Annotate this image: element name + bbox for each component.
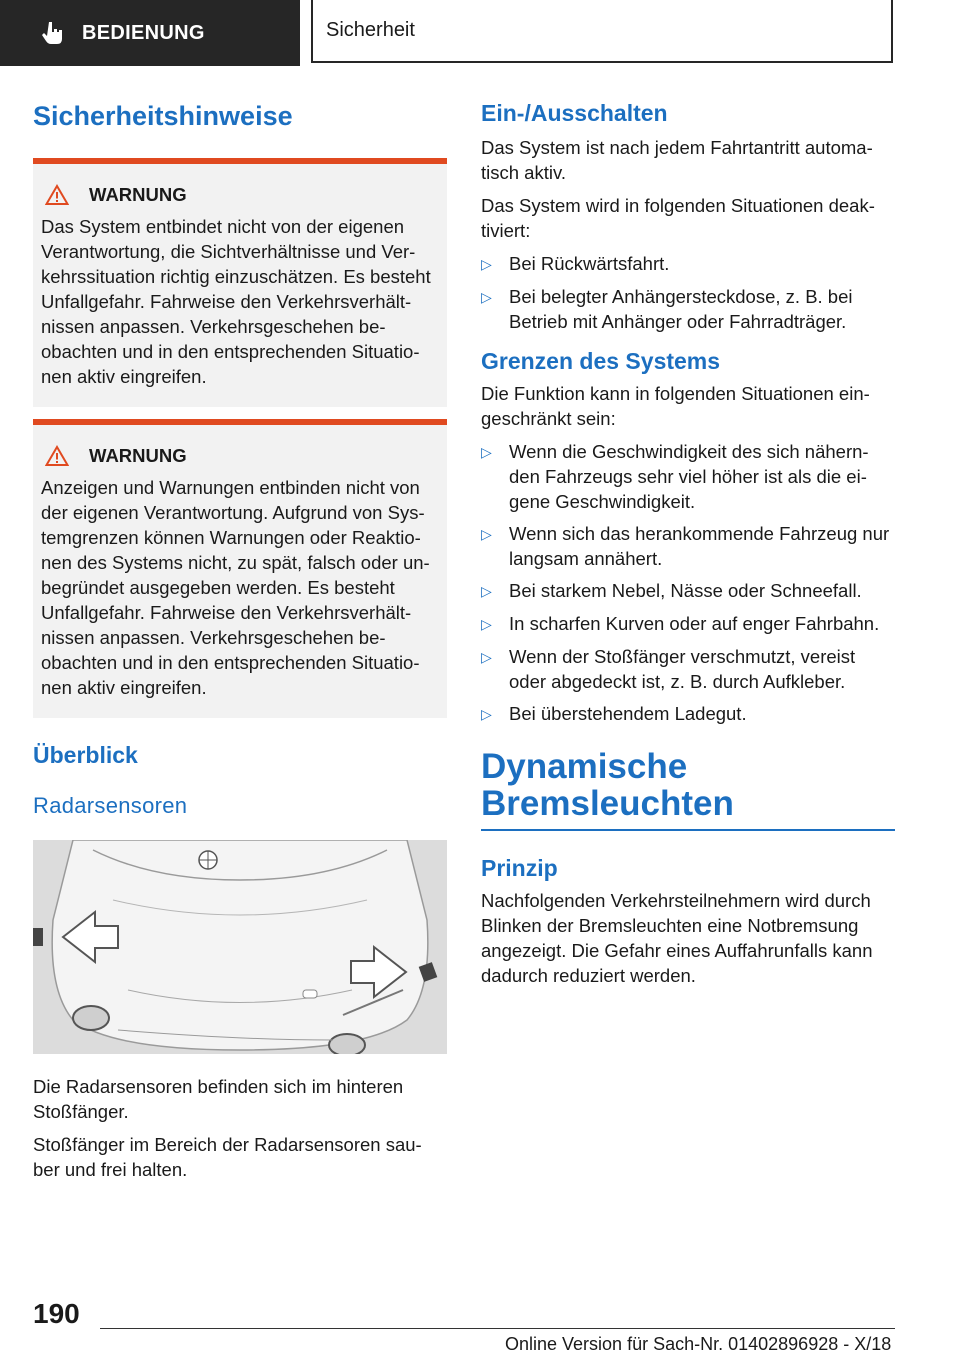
limits-heading: Grenzen des Systems <box>481 348 721 374</box>
dynamic-heading-block <box>481 749 895 831</box>
onoff-heading: Ein-/Ausschalten <box>481 100 668 126</box>
list-item: ▷ Wenn der Stoßfänger verschmutzt, vereist oder abgedeckt ist, z. B. durch Aufkleber. <box>481 646 856 692</box>
onoff-paragraph-1: Das System ist nach jedem Fahrtantritt automa-tisch aktiv. <box>481 137 873 183</box>
triangle-bullet-icon: ▷ <box>481 649 492 665</box>
warning-triangle-icon <box>45 445 69 467</box>
radar-text-block <box>33 1074 447 1182</box>
principle-heading: Prinzip <box>481 854 558 881</box>
list-item: ▷ Bei starkem Nebel, Nässe oder Schneefall. <box>481 578 895 604</box>
radar-heading: Radarsensoren <box>33 793 188 819</box>
triangle-bullet-icon: ▷ <box>481 444 492 460</box>
section-label: BEDIENUNG <box>82 21 205 44</box>
triangle-bullet-icon: ▷ <box>481 256 492 272</box>
warning-box-1 <box>33 158 447 407</box>
triangle-bullet-icon: ▷ <box>481 616 492 632</box>
footer-version: Online Version für Sach-Nr. 01402896928 - X/18 <box>505 1334 892 1354</box>
right-column <box>481 100 895 988</box>
radar-paragraph-2: Stoßfänger im Bereich der Radarsensoren sau-ber und frei halten. <box>33 1134 422 1180</box>
triangle-bullet-icon: ▷ <box>481 583 492 599</box>
list-item: ▷ Wenn die Geschwindigkeit des sich nähern-den Fahrzeugs sehr viel höher ist als die ei-gene Geschwindigkeit. <box>481 441 869 512</box>
hand-pointer-icon <box>40 20 66 46</box>
dynamic-heading-line-1: Dynamische <box>481 747 688 786</box>
warning-title: WARNUNG <box>45 445 439 467</box>
chapter-title <box>311 0 893 63</box>
warning-text: Das System entbindet nicht von der eigenen Verantwortung, die Sichtverhältnisse und Ver-kehrssituation richtig einzuschätzen. Es besteht Unfallgefahr. Fahrweise den Verkehrsverhält-nissen anpassen. Verkehrsgeschehen be-obachten und in den entsprechenden Situatio-nen aktiv eingreifen. <box>41 216 431 388</box>
car-rear-radar-illustration <box>33 840 447 1054</box>
warning-triangle-icon <box>45 184 69 206</box>
overview-heading: Überblick <box>33 742 138 769</box>
principle-paragraph: Nachfolgenden Verkehrsteilnehmern wird durch Blinken der Bremsleuchten eine Notbremsung angezeigt. Die Gefahr eines Auffahrunfalls kann dadurch reduziert werden. <box>481 889 873 986</box>
list-item: ▷ Bei überstehendem Ladegut. <box>481 701 895 727</box>
limits-paragraph: Die Funktion kann in folgenden Situationen ein-geschränkt sein: <box>481 383 870 429</box>
page-number: 190 <box>33 1298 80 1329</box>
triangle-bullet-icon: ▷ <box>481 706 492 722</box>
radar-paragraph-1: Die Radarsensoren befinden sich im hinteren Stoßfänger. <box>33 1076 404 1122</box>
onoff-list <box>481 251 895 334</box>
left-column <box>33 100 447 819</box>
list-item: ▷ Bei Rückwärtsfahrt. <box>481 251 895 277</box>
list-item: ▷ In scharfen Kurven oder auf enger Fahrbahn. <box>481 611 895 637</box>
safety-heading: Sicherheitshinweise <box>33 101 293 131</box>
list-item: ▷ Wenn sich das herankommende Fahrzeug nur langsam annähert. <box>481 523 890 569</box>
chapter-label: Sicherheit <box>326 19 415 41</box>
header-section-tab <box>0 0 300 66</box>
triangle-bullet-icon: ▷ <box>481 289 492 305</box>
onoff-paragraph-2: Das System wird in folgenden Situationen deak-tiviert: <box>481 195 875 241</box>
warning-title: WARNUNG <box>45 184 439 206</box>
warning-box-2 <box>33 419 447 718</box>
limits-list <box>481 439 895 727</box>
dynamic-heading-line-2: Bremsleuchten <box>481 783 734 823</box>
triangle-bullet-icon: ▷ <box>481 526 492 542</box>
warning-text: Anzeigen und Warnungen entbinden nicht von der eigenen Verantwortung. Aufgrund von Sys-temgrenzen können Warnungen oder Reaktio-nen des Systems nicht, zu spät, falsch oder un-begründet ausgegeben werden. Es besteht Unfallgefahr. Fahrweise den Verkehrsverhält-nissen anpassen. Verkehrsgeschehen be-obachten und in den entsprechenden Situatio-nen aktiv eingreifen. <box>41 477 430 699</box>
list-item: ▷ Bei belegter Anhängersteckdose, z. B. bei Betrieb mit Anhänger oder Fahrradträger. <box>481 286 853 332</box>
footer-divider <box>100 1328 895 1329</box>
